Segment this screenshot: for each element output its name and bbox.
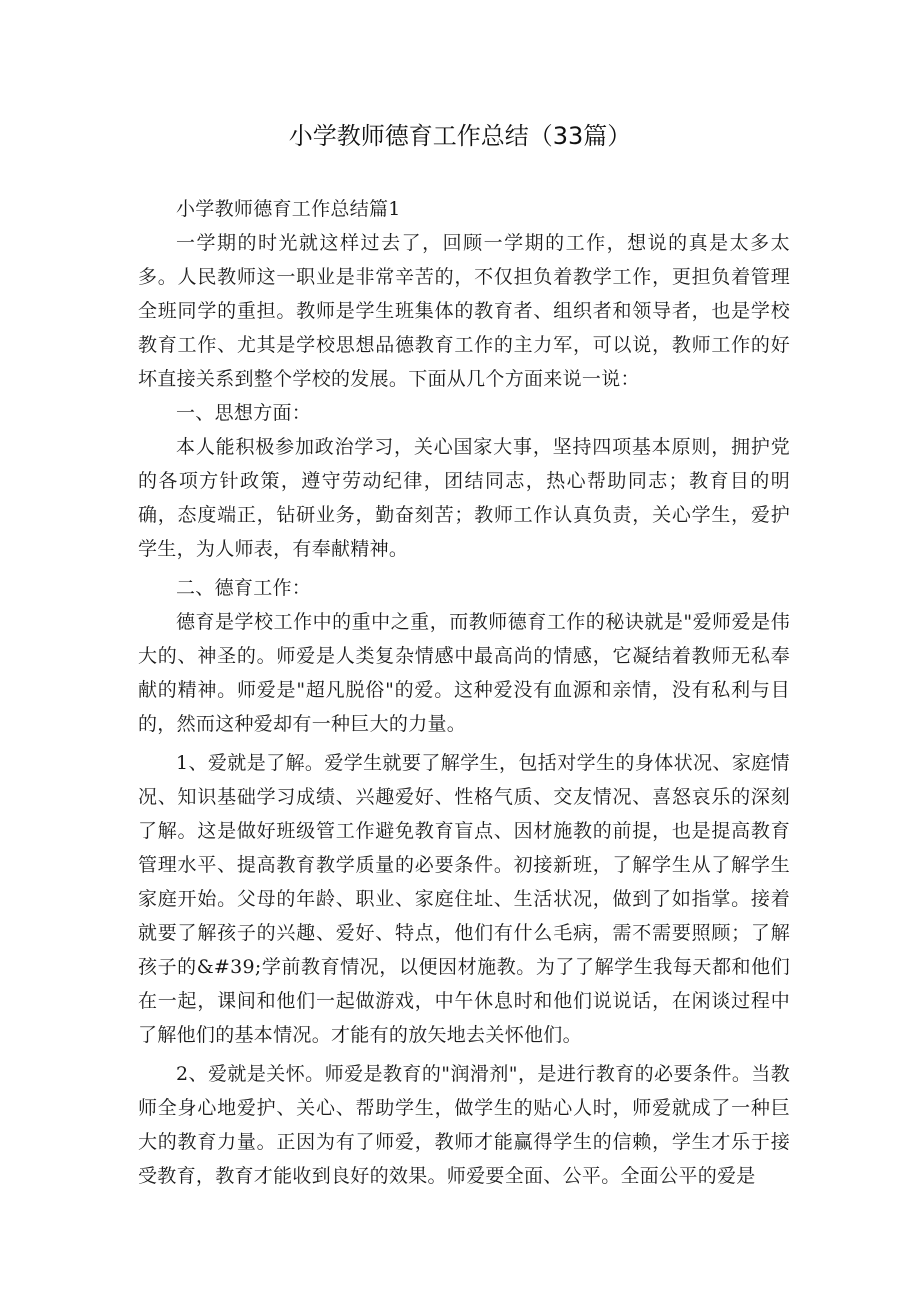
section-heading: 小学教师德育工作总结篇1 (176, 198, 401, 220)
document-body (138, 192, 790, 1193)
section-heading: 一、思想方面： (176, 402, 312, 424)
body-paragraph: 一学期的时光就这样过去了，回顾一学期的工作，想说的真是太多太多。人民教师这一职业是非常辛苦的，不仅担负着教学工作，更担负着管理全班同学的重担。教师是学生班集体的教育者、组织者和领导者，也是学校教育工作、尤其是学校思想品德教育工作的主力军，可以说，教师工作的好坏直接关系到整个学校的发展。下面从几个方面来说一说： (138, 232, 790, 390)
body-paragraph: 2、爱就是关怀。师爱是教育的"润滑剂"，是进行教育的必要条件。当教师全身心地爱护、关心、帮助学生，做学生的贴心人时，师爱就成了一种巨大的教育力量。正因为有了师爱，教师才能赢得学生的信赖，学生才乐于接受教育，教育才能收到良好的效果。师爱要全面、公平。全面公平的爱是 (138, 1063, 790, 1187)
document-title: 小学教师德育工作总结（33篇） (288, 122, 632, 150)
section-heading: 二、德育工作： (176, 577, 312, 599)
body-paragraph: 1、爱就是了解。爱学生就要了解学生，包括对学生的身体状况、家庭情况、知识基础学习成绩、兴趣爱好、性格气质、交友情况、喜怒哀乐的深刻了解。这是做好班级管工作避免教育盲点、因材施教的前提，也是提高教育管理水平、提高教育教学质量的必要条件。初接新班，了解学生从了解学生家庭开始。父母的年龄、职业、家庭住址、生活状况，做到了如指掌。接着就要了解孩子的兴趣、爱好、特点，他们有什么毛病，需不需要照顾；了解孩子的&#39;学前教育情况，以便因材施教。为了了解学生我每天都和他们在一起，课间和他们一起做游戏，中午休息时和他们说说话，在闲谈过程中了解他们的基本情况。才能有的放矢地去关怀他们。 (138, 752, 790, 1046)
body-paragraph: 德育是学校工作中的重中之重，而教师德育工作的秘诀就是"爱师爱是伟大的、神圣的。师爱是人类复杂情感中最高尚的情感，它凝结着教师无私奉献的精神。师爱是"超凡脱俗"的爱。这种爱没有血源和亲情，没有私利与目的，然而这种爱却有一种巨大的力量。 (138, 611, 790, 735)
body-paragraph: 本人能积极参加政治学习，关心国家大事，坚持四项基本原则，拥护党的各项方针政策，遵守劳动纪律，团结同志，热心帮助同志；教育目的明确，态度端正，钻研业务，勤奋刻苦；教师工作认真负责，关心学生，爱护学生，为人师表，有奉献精神。 (138, 436, 790, 560)
